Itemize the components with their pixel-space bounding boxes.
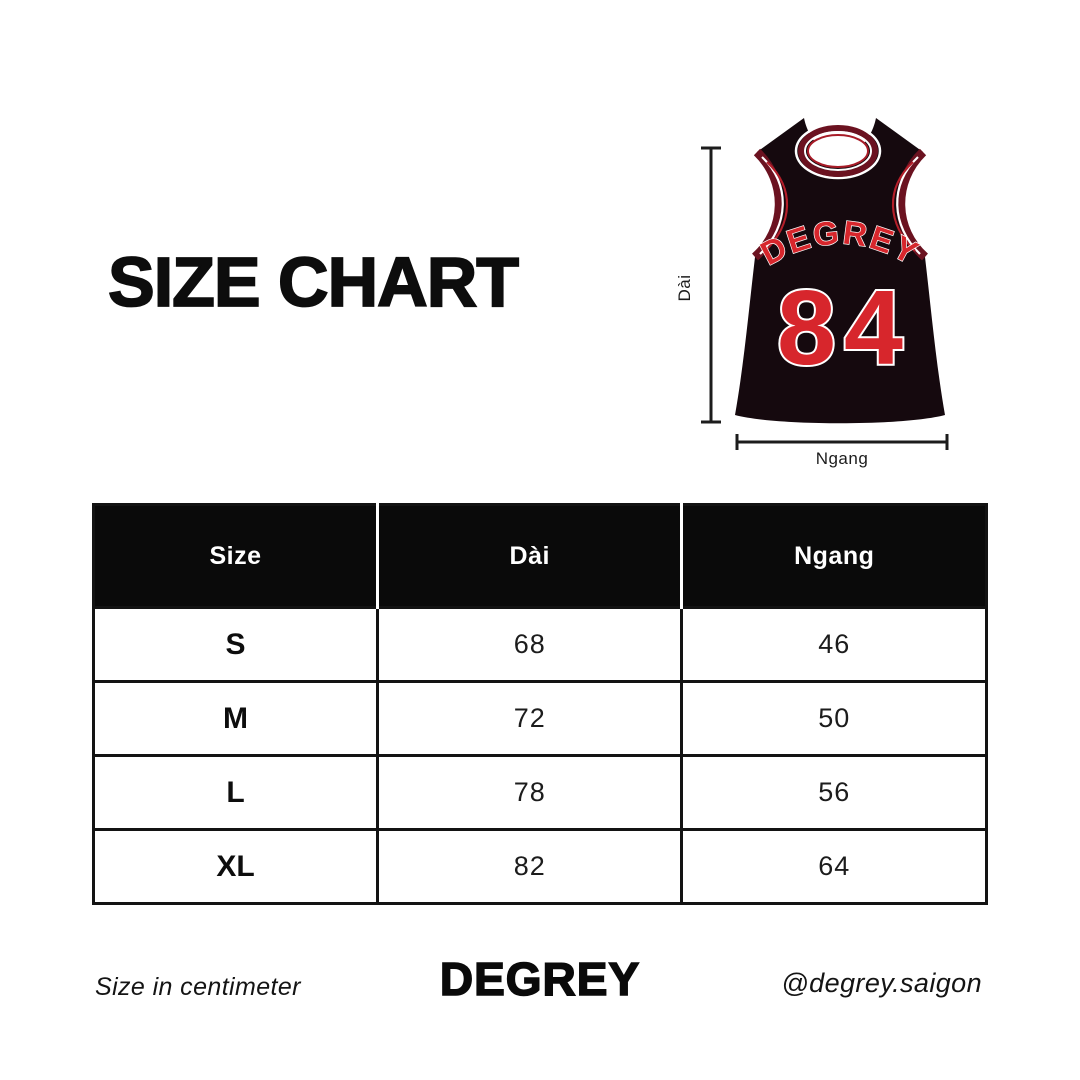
length-measure-line <box>701 148 721 422</box>
collar-trim <box>796 124 880 178</box>
width-label: Ngang <box>815 449 869 468</box>
width-measure-line <box>737 434 947 450</box>
cell-dai: 78 <box>377 756 682 830</box>
cell-dai: 72 <box>377 682 682 756</box>
table-row <box>94 682 987 756</box>
table-row <box>94 830 987 904</box>
page-title: SIZE CHART <box>108 243 518 321</box>
jersey-brand-arch: DEGREY <box>754 213 926 273</box>
cell-dai: 82 <box>377 830 682 904</box>
header-size: Size <box>94 505 378 608</box>
length-label: Dài <box>675 274 694 302</box>
jersey-illustration <box>664 112 984 472</box>
jersey-diagram <box>664 112 984 472</box>
cell-size: M <box>94 682 378 756</box>
cell-size: L <box>94 756 378 830</box>
table-row <box>94 608 987 682</box>
cell-ngang: 64 <box>682 830 987 904</box>
cell-size: S <box>94 608 378 682</box>
cell-dai: 68 <box>377 608 682 682</box>
unit-note: Size in centimeter <box>95 973 301 1001</box>
header-ngang: Ngang <box>682 505 987 608</box>
cell-ngang: 50 <box>682 682 987 756</box>
cell-size: XL <box>94 830 378 904</box>
table-header-row <box>94 505 987 608</box>
brand-logo: DEGREY <box>439 953 641 1005</box>
header-dai: Dài <box>377 505 682 608</box>
jersey-number: 84 <box>777 269 911 387</box>
social-handle: @degrey.saigon <box>781 968 982 998</box>
cell-ngang: 56 <box>682 756 987 830</box>
table-row <box>94 756 987 830</box>
cell-ngang: 46 <box>682 608 987 682</box>
size-table <box>92 503 988 905</box>
